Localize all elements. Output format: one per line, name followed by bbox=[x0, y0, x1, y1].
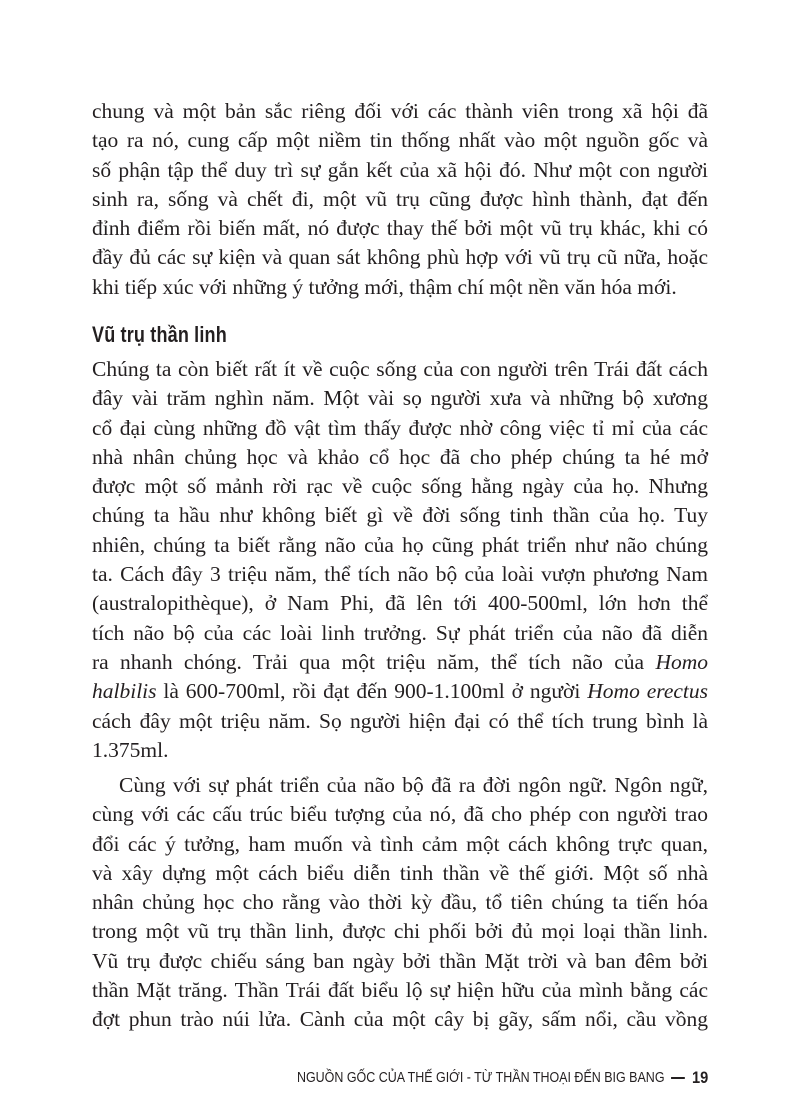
text-segment: cổ đại cùng những đồ vật tìm thấy được nhờ công việc tỉ mỉ của các bbox=[92, 415, 708, 440]
text-segment: sinh ra, sống và chết đi, một vũ trụ cũng được hình thành, đạt đến bbox=[92, 186, 708, 211]
text-line bbox=[92, 501, 708, 530]
text-segment: Cùng với sự phát triển của não bộ đã ra đời ngôn ngữ. Ngôn ngữ, bbox=[119, 773, 708, 797]
text-segment: số phận tập thể duy trì sự gắn kết của xã hội đó. Như một con người bbox=[92, 157, 708, 182]
paragraph-continued bbox=[92, 97, 708, 302]
text-segment: thần Mặt trăng. Thần Trái đất biểu lộ sự hiện hữu của mình bằng các bbox=[92, 978, 708, 1003]
text-segment: ra nhanh chóng. Trải qua một triệu năm, thể tích não của bbox=[92, 649, 656, 674]
italic-text: Homo erectus bbox=[587, 679, 708, 704]
text-segment: đỉnh điểm rồi biến mất, nó được thay thế bởi một vũ trụ khác, khi có bbox=[92, 216, 708, 241]
text-segment: ta. Cách đây 3 triệu năm, thể tích não bộ của loài vượn phương Nam bbox=[92, 562, 708, 587]
text-segment: Chúng ta còn biết rất ít về cuộc sống của con người trên Trái đất cách bbox=[92, 357, 708, 381]
text-line bbox=[92, 830, 708, 859]
section-heading: Vũ trụ thần linh bbox=[92, 322, 227, 347]
italic-text: Homo bbox=[655, 649, 708, 674]
text-segment: chung và một bản sắc riêng đối với các thành viên trong xã hội đã bbox=[92, 99, 708, 123]
text-segment: nhà nhân chủng học và khảo cổ học đã cho phép chúng ta hé mở bbox=[92, 444, 708, 469]
text-line bbox=[92, 976, 708, 1005]
text-segment: cách đây một triệu năm. Sọ người hiện đại có thể tích trung bình là bbox=[92, 708, 708, 733]
page-number: 19 bbox=[691, 1068, 708, 1087]
text-segment: nhiên, chúng ta biết rằng não của họ cũng phát triển như não chúng bbox=[92, 532, 708, 557]
text-line bbox=[92, 443, 708, 472]
text-segment: trong một vũ trụ thần linh, được chi phối bởi đủ mọi loại thần linh. bbox=[92, 919, 708, 944]
text-line bbox=[92, 126, 708, 155]
text-segment: khi tiếp xúc với những ý tưởng mới, thậm chí một nền văn hóa mới. bbox=[92, 274, 677, 299]
text-segment: đây vài trăm nghìn năm. Một vài sọ người xưa và những bộ xương bbox=[92, 386, 708, 411]
text-segment: cùng với các cấu trúc biểu tượng của nó, đã cho phép con người trao bbox=[92, 802, 708, 827]
text-line bbox=[92, 800, 708, 829]
text-line bbox=[92, 771, 708, 800]
text-line bbox=[92, 859, 708, 888]
text-line bbox=[92, 472, 708, 501]
text-line bbox=[92, 273, 708, 302]
text-line bbox=[92, 214, 708, 243]
text-segment: và xây dựng một cách biểu diễn tinh thần về thế giới. Một số nhà bbox=[92, 860, 708, 885]
italic-text: halbilis bbox=[92, 679, 157, 704]
page-footer bbox=[297, 1068, 708, 1088]
text-line bbox=[92, 185, 708, 214]
text-segment: nhân chủng học cho rằng vào thời kỳ đầu, tổ tiên chúng ta tiến hóa bbox=[92, 890, 708, 915]
text-line bbox=[92, 1005, 708, 1034]
text-line bbox=[92, 414, 708, 443]
text-line bbox=[92, 156, 708, 185]
text-segment: là 600-700ml, rồi đạt đến 900-1.100ml ở người bbox=[156, 679, 588, 704]
text-line bbox=[92, 707, 708, 736]
text-line bbox=[92, 384, 708, 413]
text-line bbox=[92, 947, 708, 976]
text-line bbox=[92, 736, 708, 765]
text-line bbox=[92, 243, 708, 272]
text-segment: đổi các ý tưởng, ham muốn và tình cảm một cách không trực quan, bbox=[92, 831, 708, 856]
text-line bbox=[92, 589, 708, 618]
text-segment: (australopithèque), ở Nam Phi, đã lên tới 400-500ml, lớn hơn thể bbox=[92, 591, 708, 616]
text-segment: đầy đủ các sự kiện và quan sát không phù hợp với vũ trụ cũ nữa, hoặc bbox=[92, 245, 708, 270]
paragraph bbox=[92, 771, 708, 1035]
text-line bbox=[92, 97, 708, 126]
text-segment: chúng ta hầu như không biết gì về đời sống tinh thần của họ. Tuy bbox=[92, 503, 708, 528]
footer-dash bbox=[671, 1077, 685, 1078]
text-line bbox=[92, 531, 708, 560]
text-line bbox=[92, 560, 708, 589]
text-segment: tạo ra nó, cung cấp một niềm tin thống nhất vào một nguồn gốc và bbox=[92, 128, 708, 153]
text-segment: được một số mảnh rời rạc về cuộc sống hằng ngày của họ. Nhưng bbox=[92, 474, 708, 499]
text-line bbox=[92, 648, 708, 677]
paragraph bbox=[92, 355, 708, 765]
text-line bbox=[92, 917, 708, 946]
text-segment: tích não bộ của các loài linh trưởng. Sự phát triển của não đã diễn bbox=[92, 620, 708, 645]
running-title: NGUỒN GỐC CỦA THẾ GIỚI - TỪ THẦN THOẠI ĐẾN BIG BANG bbox=[296, 1070, 665, 1086]
text-segment: đợt phun trào núi lửa. Cành của một cây bị gãy, sấm nổi, cầu vồng bbox=[92, 1007, 708, 1032]
text-segment: 1.375ml. bbox=[92, 737, 169, 762]
text-segment: Vũ trụ được chiếu sáng ban ngày bởi thần Mặt trời và ban đêm bởi bbox=[92, 948, 708, 973]
text-line bbox=[92, 355, 708, 384]
text-line bbox=[92, 619, 708, 648]
text-line bbox=[92, 677, 708, 706]
text-line bbox=[92, 888, 708, 917]
